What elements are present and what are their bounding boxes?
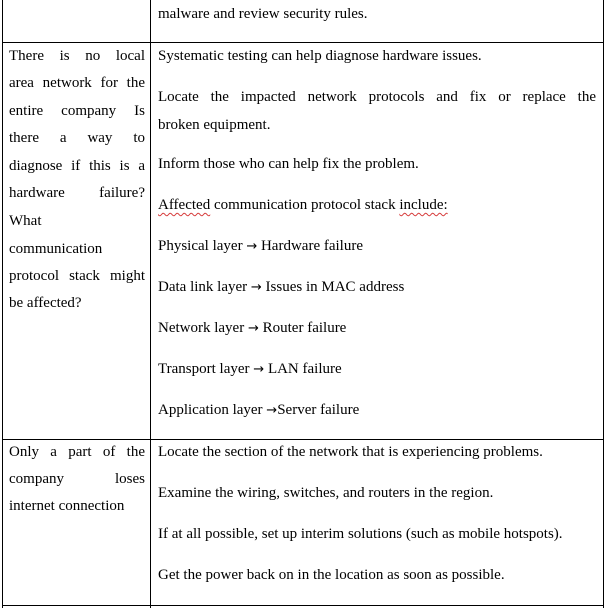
row-divider bbox=[2, 605, 604, 606]
layer-failure: Issues in MAC address bbox=[265, 279, 405, 295]
row-divider bbox=[2, 439, 604, 440]
layer-failure: Server failure bbox=[277, 402, 360, 418]
layer-item bbox=[158, 319, 596, 338]
answer-text: Inform those who can help fix the problem. bbox=[158, 156, 419, 172]
table-border-right bbox=[603, 0, 604, 608]
answer-text: If at all possible, set up interim solutions (such as mobile hotspots). bbox=[158, 526, 563, 542]
protocol-stack-heading bbox=[158, 196, 596, 214]
answer-text: Systematic testing can help diagnose hardware issues. bbox=[158, 48, 482, 64]
answer-text: malware and review security rules. bbox=[158, 6, 368, 22]
question-line: area network for the bbox=[9, 75, 145, 91]
answer-text: communication protocol stack bbox=[213, 197, 396, 213]
layer-failure: Router failure bbox=[262, 320, 347, 336]
spellcheck-word: Affected bbox=[158, 197, 211, 213]
layer-name: Transport layer bbox=[158, 361, 250, 377]
table-border-left bbox=[2, 0, 3, 608]
question-line: There is no local bbox=[9, 48, 145, 64]
question-line: protocol stack might bbox=[9, 268, 145, 284]
answer-text: Locate the section of the network that is experiencing problems. bbox=[158, 444, 543, 460]
column-divider bbox=[150, 0, 151, 608]
answer-text: broken equipment. bbox=[158, 117, 271, 133]
answer-text: Get the power back on in the location as soon as possible. bbox=[158, 567, 505, 583]
arrow-right-icon: → bbox=[250, 280, 262, 295]
layer-item bbox=[158, 278, 596, 297]
layer-name: Network layer bbox=[158, 320, 245, 336]
layer-failure: LAN failure bbox=[267, 361, 342, 377]
question-line: entire company Is bbox=[9, 103, 145, 119]
layer-name: Data link layer bbox=[158, 279, 248, 295]
layer-failure: Hardware failure bbox=[260, 238, 363, 254]
question-line: What bbox=[9, 213, 42, 229]
answer-text: Locate the impacted network protocols and fix or replace the bbox=[158, 89, 596, 105]
question-line: company loses bbox=[9, 471, 145, 487]
arrow-right-icon: → bbox=[247, 321, 259, 336]
question-line: internet connection bbox=[9, 498, 125, 514]
arrow-right-icon: → bbox=[253, 362, 265, 377]
question-line: Only a part of the bbox=[9, 444, 145, 460]
layer-name: Physical layer bbox=[158, 238, 243, 254]
row-divider bbox=[2, 42, 604, 43]
layer-name: Application layer bbox=[158, 402, 263, 418]
arrow-right-icon: → bbox=[266, 403, 278, 418]
question-line: there a way to bbox=[9, 130, 145, 146]
arrow-right-icon: → bbox=[246, 239, 258, 254]
question-line: communication bbox=[9, 241, 103, 257]
layer-item bbox=[158, 237, 596, 256]
question-line: diagnose if this is a bbox=[9, 158, 145, 174]
layer-item bbox=[158, 360, 596, 379]
layer-item bbox=[158, 401, 596, 420]
question-line: be affected? bbox=[9, 295, 82, 311]
spellcheck-word: include: bbox=[399, 197, 448, 213]
answer-text: Examine the wiring, switches, and routers in the region. bbox=[158, 485, 494, 501]
question-line: hardware failure? bbox=[9, 185, 145, 201]
